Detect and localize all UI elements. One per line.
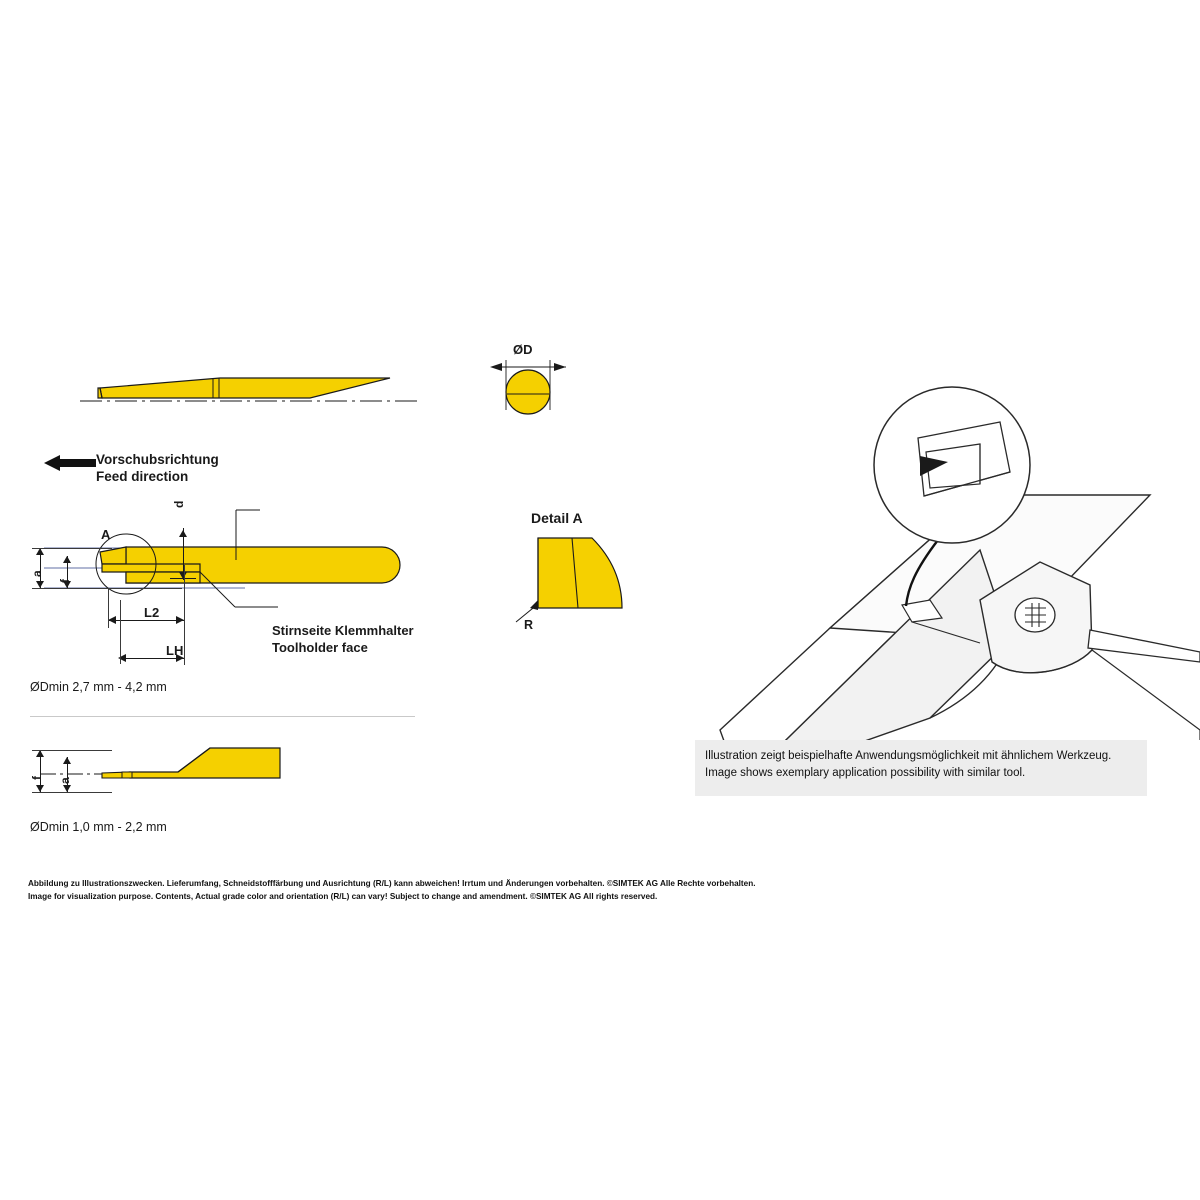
dim-d-ext — [170, 578, 196, 579]
application-note-en: Image shows exemplary application possibility with similar tool. — [705, 767, 1026, 780]
range-label-main: ØDmin 2,7 mm - 4,2 mm — [30, 680, 167, 694]
dim-a-arrow-down — [36, 581, 44, 588]
feed-direction-label-en: Feed direction — [96, 469, 189, 484]
radius-arrow — [530, 600, 538, 610]
dim-lh-ext-left — [120, 600, 121, 664]
detail-a-title: Detail A — [531, 510, 583, 526]
feed-direction-arrow-icon — [44, 455, 96, 471]
toolholder-face-label-de: Stirnseite Klemmhalter — [272, 623, 414, 638]
bar-lower-edge — [1092, 650, 1200, 740]
ext2-line-bottom — [32, 792, 112, 793]
ext-line-bottom — [32, 588, 182, 589]
dim-d-label: d — [172, 500, 186, 508]
application-note-box — [695, 740, 1147, 796]
main-top-view — [30, 500, 450, 680]
neck — [102, 564, 200, 572]
dim-l2-ext-right — [184, 565, 185, 665]
dim2-a-label: a — [58, 777, 72, 784]
range-label-second: ØDmin 1,0 mm - 2,2 mm — [30, 820, 167, 834]
cross-section-view — [480, 330, 590, 440]
ext2-line-top — [32, 750, 112, 751]
dim-l2-arrow-right — [176, 616, 184, 624]
dim-f-label: f — [58, 579, 72, 583]
dim-a-arrow-up — [36, 548, 44, 555]
second-collar — [122, 772, 132, 778]
toolholder-face-label-en: Toolholder face — [272, 640, 368, 655]
shank-circle — [506, 370, 550, 414]
dim-l2-arrow-left — [108, 616, 116, 624]
detail-a-callout-label: A — [101, 527, 111, 542]
detail-radius-label: R — [524, 618, 534, 632]
od-arrow-right — [554, 363, 566, 371]
dim-a-label: a — [30, 570, 44, 577]
dim-f-arrow-up — [63, 556, 71, 563]
dim2-a-arrow-up — [63, 757, 71, 764]
dim2-f-arrow-down — [36, 785, 44, 792]
dim2-f-label: f — [30, 776, 44, 780]
dim-l2-ext-left — [108, 588, 109, 628]
dim-lh-label: LH — [166, 643, 184, 658]
od-arrow-left — [490, 363, 502, 371]
application-note-de: Illustration zeigt beispielhafte Anwendungsmöglichkeit mit ähnlichem Werkzeug. — [705, 750, 1112, 762]
diameter-label: ØD — [513, 342, 533, 357]
feed-direction-label-de: Vorschubsrichtung — [96, 452, 219, 467]
dim2-f-arrow-up — [36, 750, 44, 757]
second-top-view — [30, 730, 330, 820]
boring-bar-shaft — [1088, 630, 1200, 662]
dim-l2-label: L2 — [144, 605, 160, 620]
top-side-view — [80, 360, 440, 430]
tool-body — [100, 378, 390, 398]
detail-insert-body — [538, 538, 622, 608]
dim-d-arrow-up — [179, 530, 187, 537]
detail-a-view — [500, 530, 650, 640]
cutting-head — [100, 547, 126, 564]
footnote-de: Abbildung zu Illustrationszwecken. Lieferumfang, Schneidstofffärbung und Ausrichtung (R/L) kann abweichen! Irrtum und Änderungen vorbehalten. ©SIMTEK AG Alle Rechte vorbehalten. — [28, 879, 756, 888]
footnote-en: Image for visualization purpose. Contents, Actual grade color and orientation (R/L) can vary! Subject to change and amendment. ©SIMTEK AG All rights reserved. — [28, 892, 658, 901]
section-divider — [30, 716, 415, 717]
dim2-a-arrow-down — [63, 785, 71, 792]
ext-line-top — [32, 548, 112, 549]
